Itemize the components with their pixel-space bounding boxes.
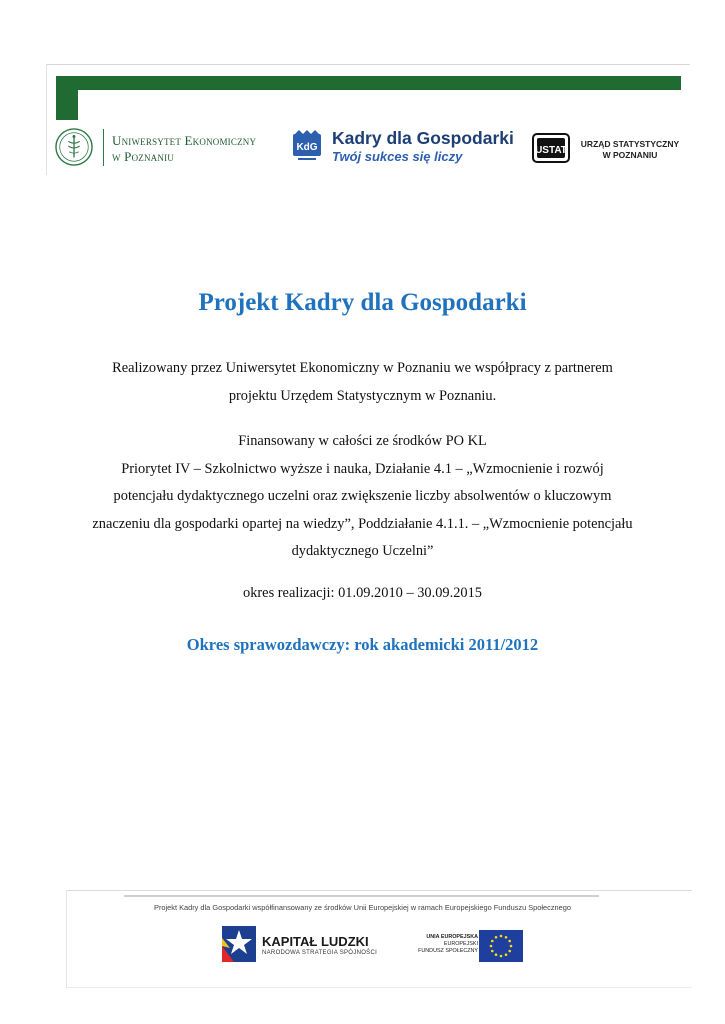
intro-line: projektu Urzędem Statystycznym w Poznaniu. bbox=[228, 387, 497, 404]
statistics-office-name bbox=[576, 139, 684, 161]
funding-paragraph bbox=[60, 428, 665, 566]
project-logo-slogan: Twój sukces się liczy bbox=[332, 149, 463, 164]
statistics-office-line1: URZĄD STATYSTYCZNY bbox=[580, 139, 680, 149]
eu-union-label: UNIA EUROPEJSKA bbox=[426, 934, 478, 940]
kdg-badge-text: KdG bbox=[296, 142, 318, 153]
human-capital-logo-icon bbox=[222, 924, 256, 964]
footer-divider bbox=[124, 895, 599, 897]
university-name-line2: w Poznaniu bbox=[112, 149, 174, 164]
university-name-line1: Uniwersytet Ekonomiczny bbox=[112, 133, 257, 148]
statistics-office-logo-text: USTAT bbox=[535, 145, 567, 156]
eu-fund-text bbox=[398, 934, 478, 956]
funding-line: znaczeniu dla gospodarki opartej na wiedzy”, Poddziałanie 4.1.1. – „Wzmocnienie potencjału bbox=[92, 515, 633, 532]
intro-line: Realizowany przez Uniwersytet Ekonomiczny w Poznaniu we współpracy z partnerem bbox=[112, 360, 613, 376]
funding-line: Finansowany w całości ze środków PO KL bbox=[238, 433, 487, 449]
university-seal-icon bbox=[55, 128, 93, 166]
reporting-period-heading: Okres sprawozdawczy: rok akademicki 2011/2012 bbox=[186, 635, 539, 654]
document-title: Projekt Kadry dla Gospodarki bbox=[198, 289, 527, 316]
realization-period: okres realizacji: 01.09.2010 – 30.09.2015 bbox=[243, 585, 482, 601]
eu-fund-line: FUNDUSZ SPOŁECZNY bbox=[418, 948, 478, 955]
human-capital-name: KAPITAŁ LUDZKI bbox=[262, 934, 369, 949]
funding-line: dydaktycznego Uczelni” bbox=[291, 543, 434, 559]
university-logo-divider bbox=[103, 129, 104, 166]
eu-fund-line: EUROPEJSKI bbox=[443, 941, 478, 948]
funding-line: Priorytet IV – Szkolnictwo wyższe i nauka, Działanie 4.1 – „Wzmocnienie i rozwój bbox=[121, 460, 604, 477]
header-green-accent bbox=[56, 90, 78, 120]
statistics-office-line2: W POZNANIU bbox=[602, 150, 658, 160]
human-capital-subtitle: NARODOWA STRATEGIA SPÓJNOŚCI bbox=[262, 950, 378, 956]
header-green-bar bbox=[56, 76, 681, 90]
kdg-badge-icon bbox=[292, 130, 322, 162]
eu-flag-icon bbox=[479, 930, 523, 962]
statistics-office-logo-icon bbox=[532, 132, 570, 164]
funding-line: potencjału dydaktycznego uczelni oraz zwiększenie liczby absolwentów o kluczowym bbox=[113, 488, 612, 504]
project-logo-title: Kadry dla Gospodarki bbox=[332, 128, 514, 148]
intro-paragraph bbox=[60, 355, 665, 410]
university-name bbox=[112, 133, 256, 165]
cofinancing-note: Projekt Kadry dla Gospodarki współfinansowany ze środków Unii Europejskiej w ramach Europejskiego Funduszu Społecznego bbox=[154, 903, 571, 912]
